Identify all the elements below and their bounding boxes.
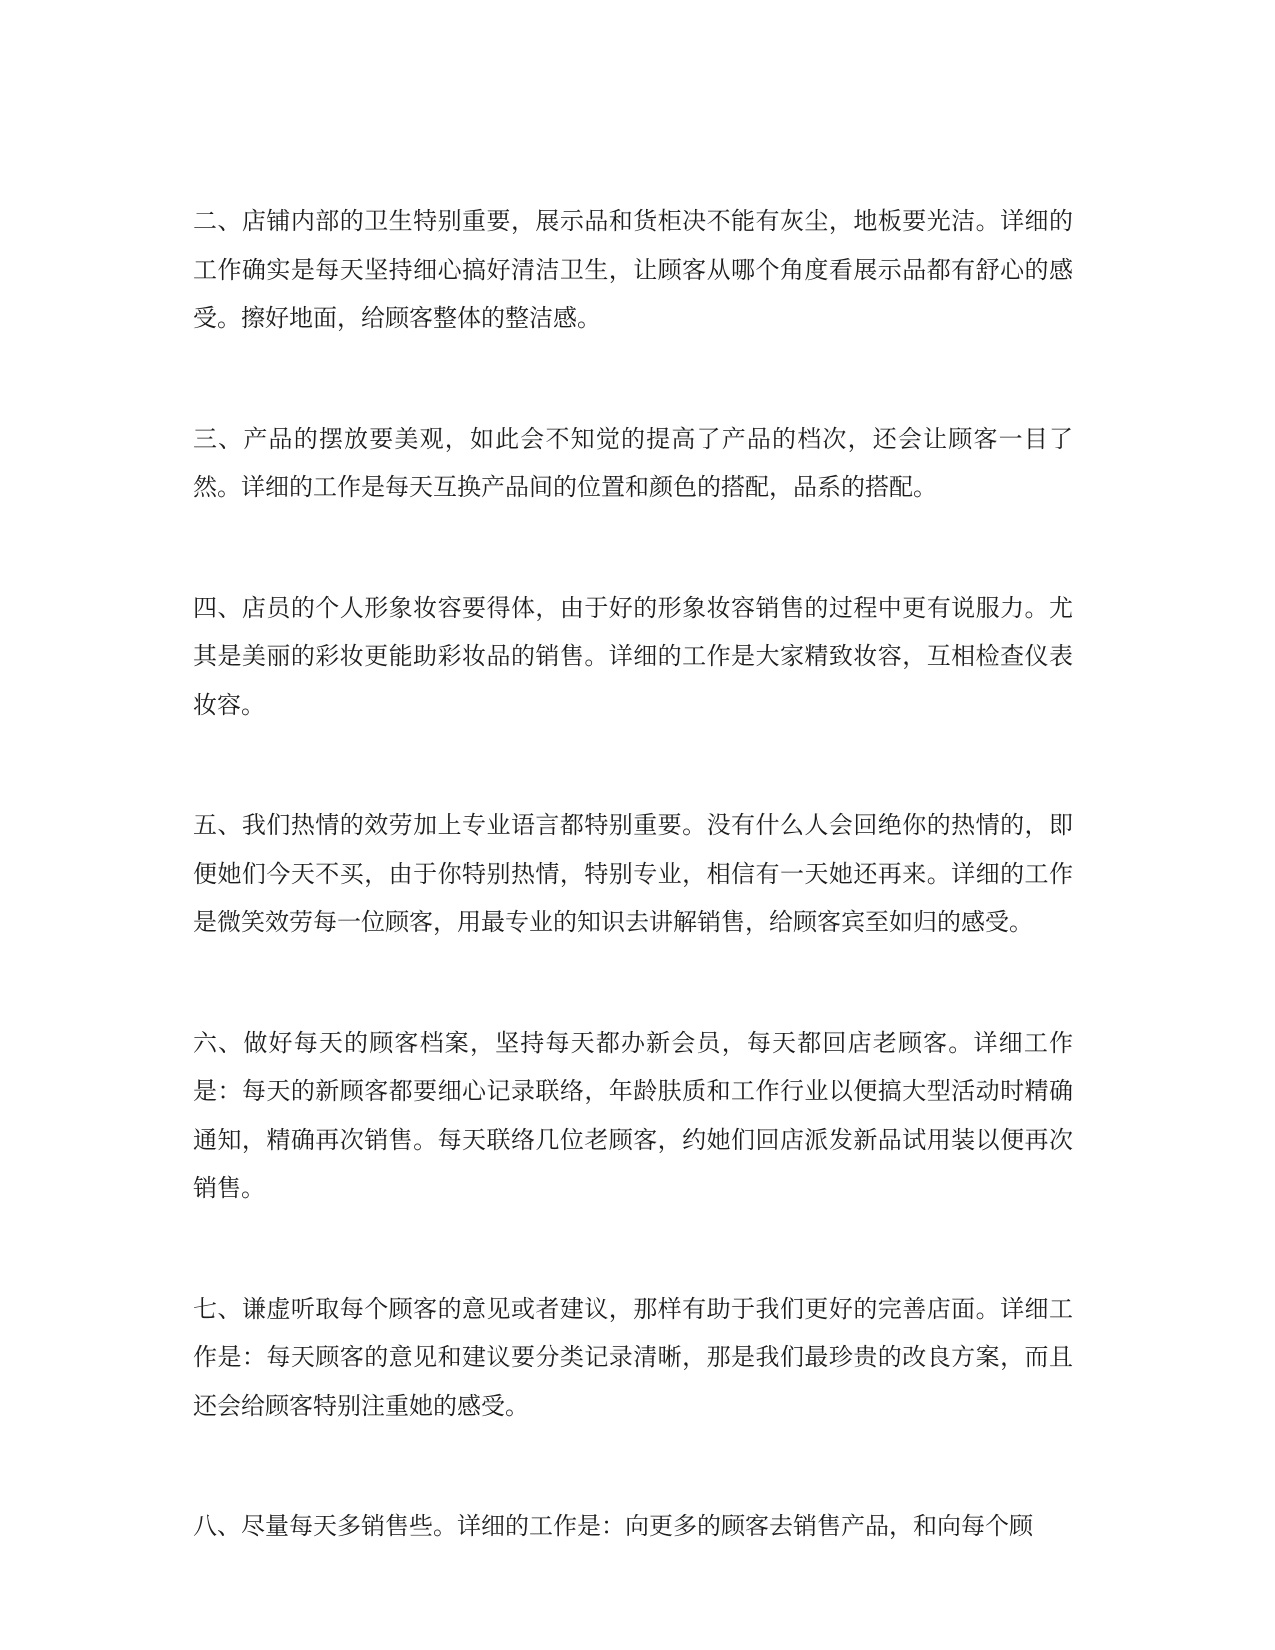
paragraph-3: 三、产品的摆放要美观，如此会不知觉的提高了产品的档次，还会让顾客一目了然。详细的工作是每天互换产品间的位置和颜色的搭配，品系的搭配。 (193, 424, 1073, 501)
paragraph-7: 七、谦虚听取每个顾客的意见或者建议，那样有助于我们更好的完善店面。详细工作是：每天顾客的意见和建议要分类记录清晰，那是我们最珍贵的改良方案，而且还会给顾客特别注重她的感受。 (193, 1294, 1073, 1420)
paragraph-4: 四、店员的个人形象妆容要得体，由于好的形象妆容销售的过程中更有说服力。尤其是美丽的彩妆更能助彩妆品的销售。详细的工作是大家精致妆容，互相检查仪表妆容。 (193, 593, 1073, 719)
document-body (193, 197, 1073, 1623)
paragraph-6: 六、做好每天的顾客档案，坚持每天都办新会员，每天都回店老顾客。详细工作是：每天的新顾客都要细心记录联络，年龄肤质和工作行业以便搞大型活动时精确通知，精确再次销售。每天联络几位老顾客，约她们回店派发新品试用装以便再次销售。 (193, 1028, 1073, 1202)
paragraph-8: 八、尽量每天多销售些。详细的工作是：向更多的顾客去销售产品，和向每个顾 (193, 1512, 1033, 1540)
paragraph-2: 二、店铺内部的卫生特别重要，展示品和货柜决不能有灰尘，地板要光洁。详细的工作确实是每天坚持细心搞好清洁卫生，让顾客从哪个角度看展示品都有舒心的感受。擦好地面，给顾客整体的整洁感。 (193, 207, 1073, 332)
paragraph-5: 五、我们热情的效劳加上专业语言都特别重要。没有什么人会回绝你的热情的，即便她们今天不买，由于你特别热情，特别专业，相信有一天她还再来。详细的工作是微笑效劳每一位顾客，用最专业的知识去讲解销售，给顾客宾至如归的感受。 (193, 811, 1073, 936)
